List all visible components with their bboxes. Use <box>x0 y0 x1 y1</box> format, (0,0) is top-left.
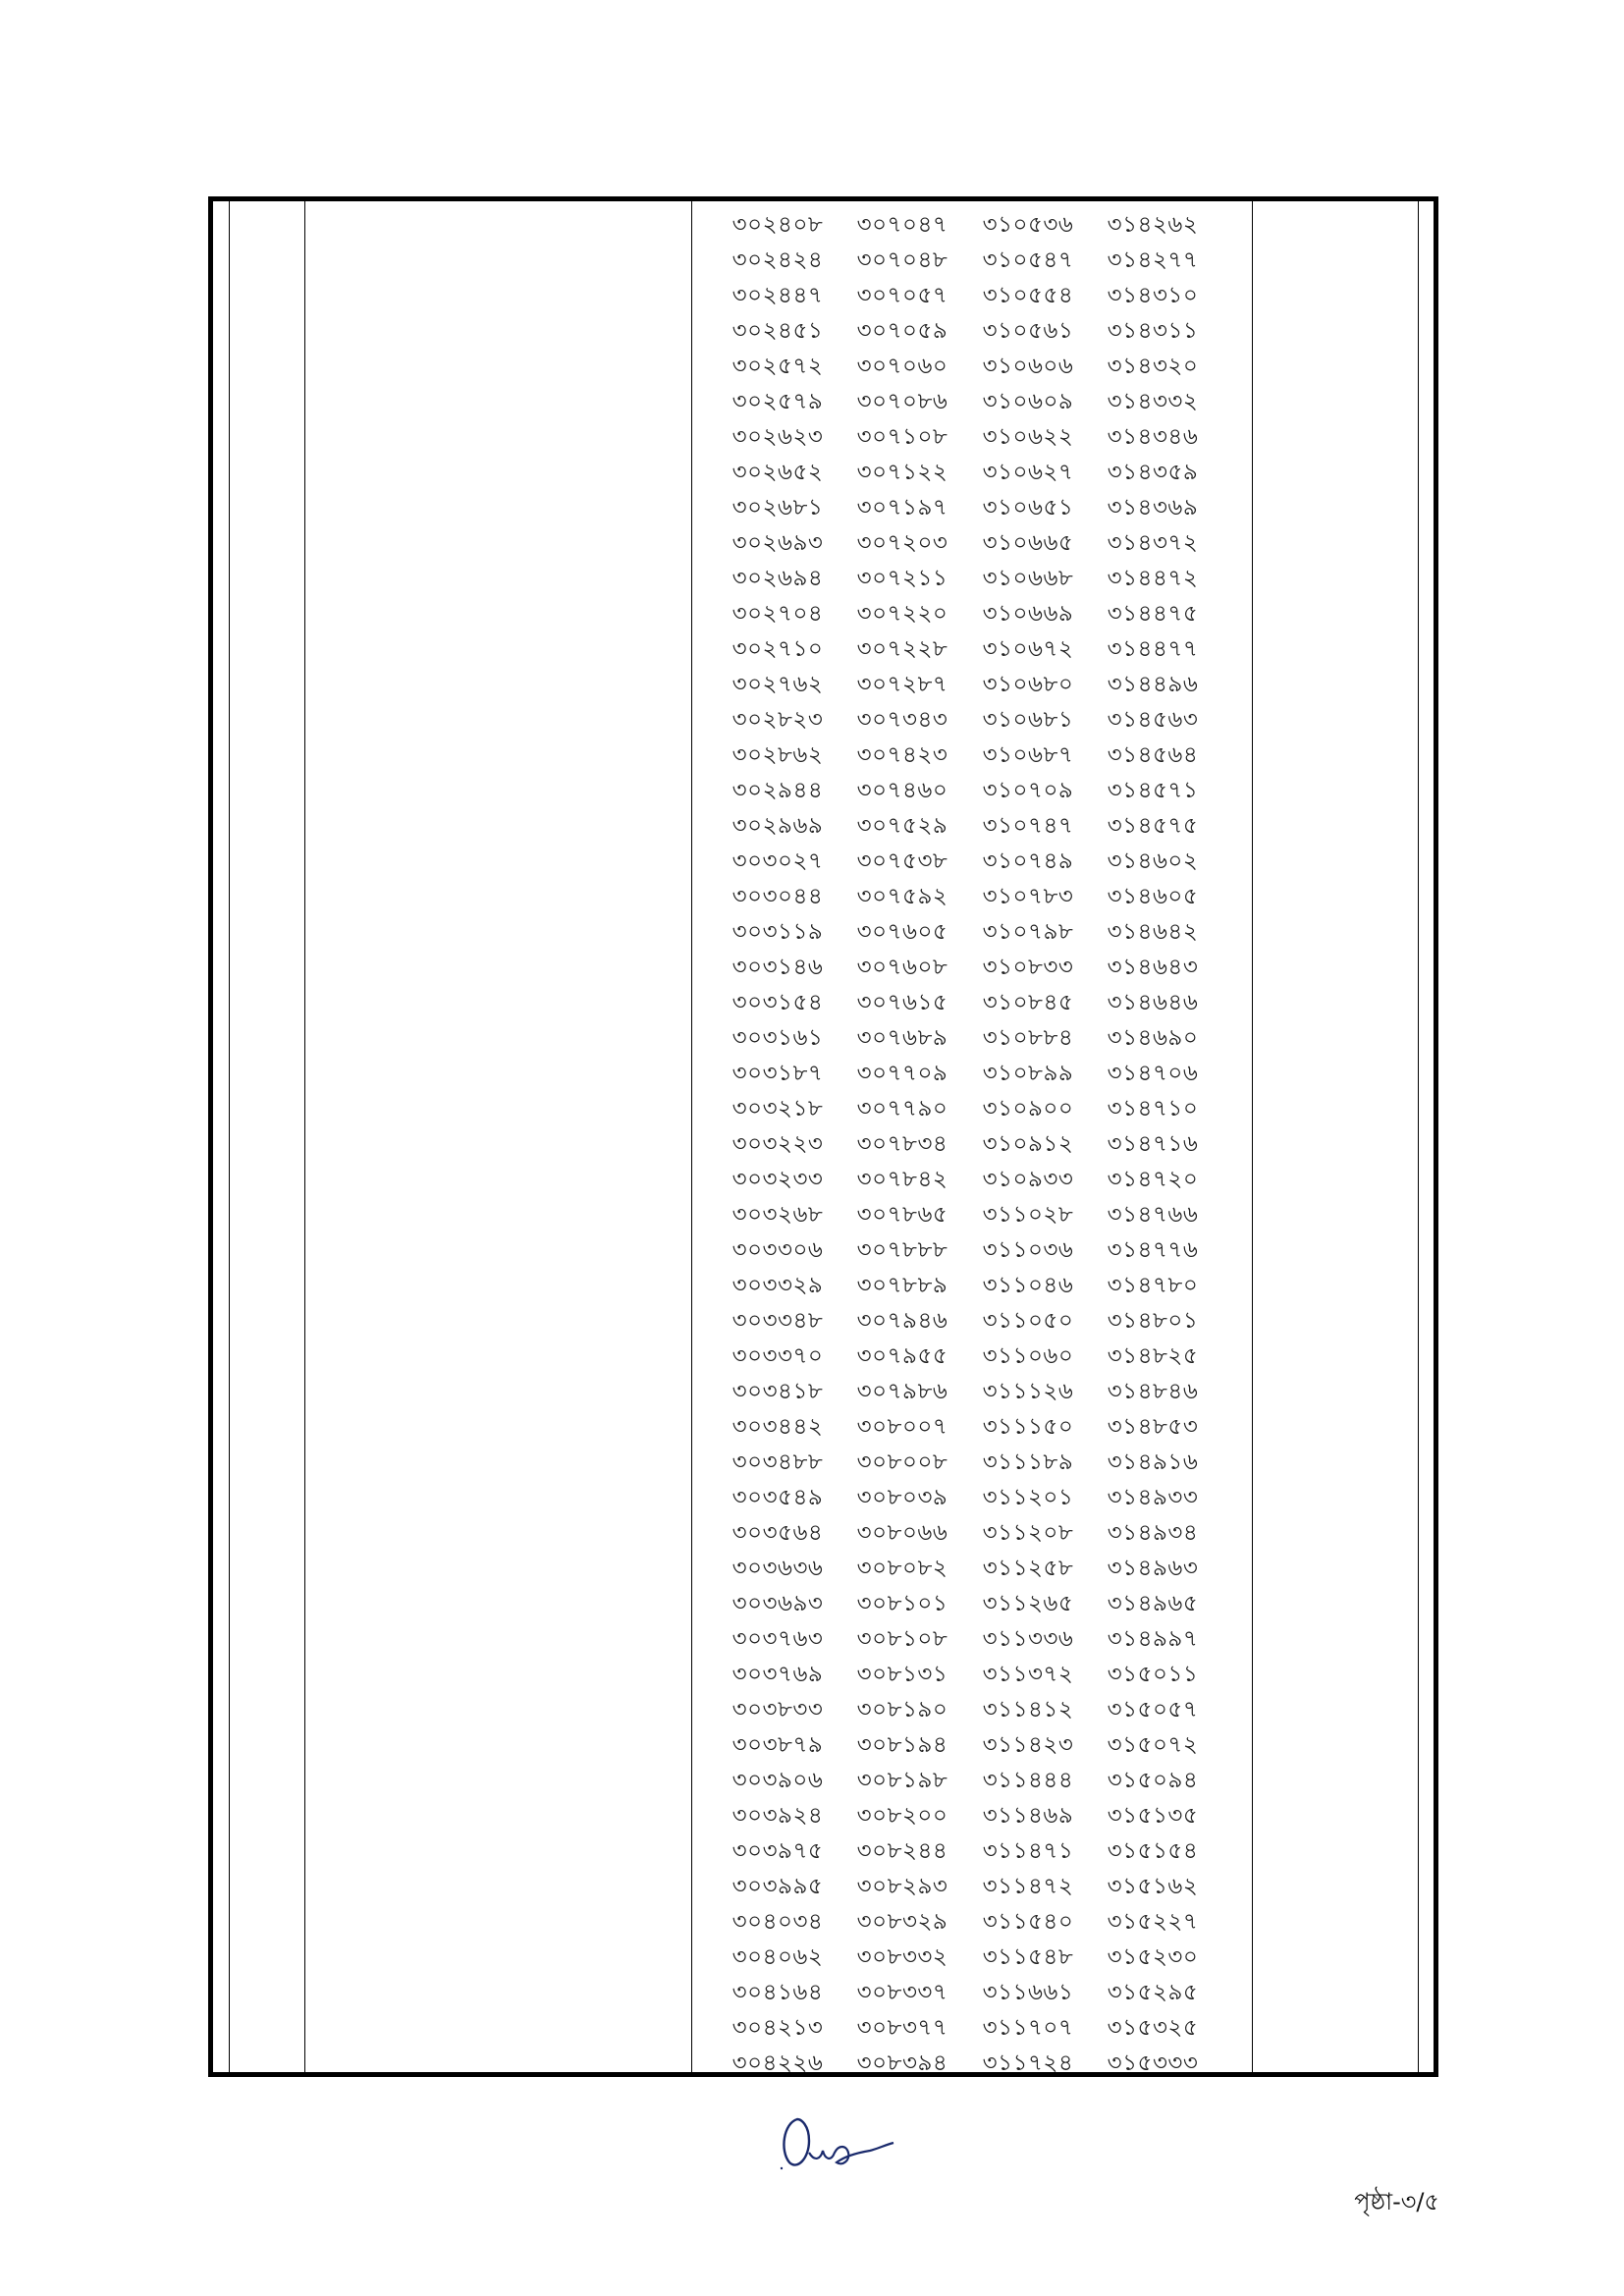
roll-number-cell: ৩০২৮২৩ <box>731 707 824 733</box>
table-row <box>213 2010 1434 2046</box>
roll-number-cell: ৩১৪৬০২ <box>1107 848 1199 874</box>
roll-number-cell: ৩০৩৯৭৫ <box>731 1838 824 1864</box>
roll-number-cell: ৩০৩৪১৮ <box>731 1379 824 1404</box>
roll-number-cell: ৩০৩৩০৬ <box>731 1237 824 1263</box>
roll-number-cell: ৩০৪২২৬ <box>731 2050 824 2076</box>
roll-number-cell: ৩১৪৪৭৫ <box>1107 601 1199 627</box>
roll-number-cell: ৩১৫০১১ <box>1107 1662 1199 1687</box>
roll-number-cell: ৩১৪৮২৫ <box>1107 1343 1199 1369</box>
roll-number-cell: ৩১৫১৫৪ <box>1107 1838 1199 1864</box>
roll-number-cell: ৩০৩৯০৬ <box>731 1768 824 1793</box>
roll-number-cell: ৩১১৫৪৮ <box>982 1944 1074 1970</box>
roll-number-cell: ৩১১০৬০ <box>982 1343 1074 1369</box>
roll-number-cell: ৩১৪৯৯৭ <box>1107 1626 1199 1652</box>
roll-number-cell: ৩০৩৭৬৯ <box>731 1662 824 1687</box>
roll-number-cell: ৩১৪৮৫৩ <box>1107 1414 1199 1440</box>
roll-number-cell: ৩১০৬২২ <box>982 424 1074 450</box>
roll-number-cell: ৩০২৪৪৭ <box>731 283 824 308</box>
table-row <box>213 1869 1434 1904</box>
roll-number-cell: ৩০৮০৩৯ <box>856 1485 948 1510</box>
roll-number-cell: ৩১০৬৬৫ <box>982 530 1074 556</box>
roll-number-cell: ৩১০৬৭২ <box>982 636 1074 662</box>
roll-number-cell: ৩১০৬৬৮ <box>982 566 1074 591</box>
roll-number-cell: ৩০৭৭৯০ <box>856 1096 948 1121</box>
table-row <box>213 1798 1434 1833</box>
roll-number-cell: ৩০৩৫৬৪ <box>731 1520 824 1546</box>
roll-number-cell: ৩০৭৫৯২ <box>856 884 948 909</box>
roll-number-cell: ৩০৩৬৯৩ <box>731 1591 824 1616</box>
roll-number-cell: ৩০৩২১৮ <box>731 1096 824 1121</box>
roll-number-cell: ৩০৭৯৮৬ <box>856 1379 948 1404</box>
roll-number-cell: ৩১১৪৬৯ <box>982 1803 1074 1829</box>
table-row <box>213 1268 1434 1303</box>
roll-number-cell: ৩১১২৬৫ <box>982 1591 1074 1616</box>
roll-number-cell: ৩০৭৩৪৩ <box>856 707 948 733</box>
roll-number-cell: ৩১০৬৮৭ <box>982 742 1074 768</box>
roll-number-cell: ৩১৪৬০৫ <box>1107 884 1199 909</box>
table-row <box>213 1020 1434 1056</box>
table-row <box>213 1445 1434 1480</box>
roll-number-cell: ৩১৫১৬২ <box>1107 1874 1199 1899</box>
roll-number-cell: ৩০২৬২৩ <box>731 424 824 450</box>
roll-number-cell: ৩০৮৩২৯ <box>856 1909 948 1935</box>
roll-number-cell: ৩০৮২০০ <box>856 1803 948 1829</box>
table-row <box>213 985 1434 1020</box>
roll-number-cell: ৩০৮৩৩৭ <box>856 1980 948 2005</box>
roll-number-cell: ৩০৭০৪৮ <box>856 247 948 273</box>
roll-number-cell: ৩০২৮৬২ <box>731 742 824 768</box>
roll-number-cell: ৩১১৪৭১ <box>982 1838 1074 1864</box>
roll-number-cell: ৩১১৭২৪ <box>982 2050 1074 2076</box>
table-row <box>213 455 1434 490</box>
roll-number-cell: ৩১৪৬৪২ <box>1107 919 1199 945</box>
roll-number-cell: ৩১০৯৩৩ <box>982 1167 1074 1192</box>
roll-number-cell: ৩১০৬৫১ <box>982 495 1074 520</box>
roll-number-cell: ৩০৭৪৬০ <box>856 778 948 803</box>
table-row <box>213 419 1434 455</box>
roll-number-cell: ৩১৪৪৯৬ <box>1107 672 1199 697</box>
roll-number-cell: ৩১১৭০৭ <box>982 2015 1074 2041</box>
roll-number-cell: ৩১৪৭১৬ <box>1107 1131 1199 1157</box>
roll-number-table <box>208 196 1438 2077</box>
roll-number-cell: ৩১১৪২৩ <box>982 1732 1074 1758</box>
roll-number-cell: ৩০৩৮৩৩ <box>731 1697 824 1722</box>
table-row <box>213 1727 1434 1763</box>
roll-number-cell: ৩১০৭৯৮ <box>982 919 1074 945</box>
table-row <box>213 702 1434 738</box>
roll-number-cell: ৩০৭২০৩ <box>856 530 948 556</box>
roll-number-cell: ৩১৪৩১১ <box>1107 318 1199 344</box>
roll-number-cell: ৩০৩১৪৬ <box>731 955 824 980</box>
roll-number-cell: ৩০৩৯২৪ <box>731 1803 824 1829</box>
table-row <box>213 561 1434 596</box>
roll-number-cell: ৩১৪৩১০ <box>1107 283 1199 308</box>
roll-number-cell: ৩০৮১৯০ <box>856 1697 948 1722</box>
roll-number-cell: ৩১১২৫৮ <box>982 1556 1074 1581</box>
roll-number-cell: ৩১৪৩২০ <box>1107 354 1199 379</box>
roll-number-cell: ৩০৭৬১৫ <box>856 990 948 1015</box>
roll-number-cell: ৩০৩৩২৯ <box>731 1273 824 1298</box>
roll-number-cell: ৩১৪৫৬৩ <box>1107 707 1199 733</box>
table-row <box>213 207 1434 243</box>
roll-number-cell: ৩১১৩৩৬ <box>982 1626 1074 1652</box>
roll-number-cell: ৩০৭১২২ <box>856 460 948 485</box>
roll-number-cell: ৩০৭০৮৬ <box>856 389 948 414</box>
roll-number-cell: ৩০৮৩৯৪ <box>856 2050 948 2076</box>
roll-number-cell: ৩০৮০৮২ <box>856 1556 948 1581</box>
roll-number-cell: ৩০৩২৬৮ <box>731 1202 824 1228</box>
roll-number-cell: ৩১৪২৭৭ <box>1107 247 1199 273</box>
table-row <box>213 1339 1434 1374</box>
roll-number-cell: ৩০৮৩৩২ <box>856 1944 948 1970</box>
table-row <box>213 1551 1434 1586</box>
roll-number-cell: ৩১১০৫০ <box>982 1308 1074 1334</box>
roll-number-cell: ৩০৩৯৯৫ <box>731 1874 824 1899</box>
table-row <box>213 667 1434 702</box>
roll-number-cell: ৩০২৭৬২ <box>731 672 824 697</box>
roll-number-cell: ৩১০৬০৬ <box>982 354 1074 379</box>
roll-number-cell: ৩১০৮৮৪ <box>982 1025 1074 1051</box>
roll-number-cell: ৩০৭৮৮৮ <box>856 1237 948 1263</box>
roll-number-cell: ৩০৪০৩৪ <box>731 1909 824 1935</box>
roll-number-cell: ৩০৮১৯৪ <box>856 1732 948 1758</box>
roll-number-cell: ৩১১৩৭২ <box>982 1662 1074 1687</box>
roll-number-cell: ৩১০৭৪৭ <box>982 813 1074 839</box>
roll-number-cell: ৩১৪৫৭১ <box>1107 778 1199 803</box>
table-row <box>213 1126 1434 1162</box>
roll-number-cell: ৩০২৬৯৩ <box>731 530 824 556</box>
table-row <box>213 1692 1434 1727</box>
table-row <box>213 1975 1434 2010</box>
roll-number-cell: ৩০৩১৮৭ <box>731 1061 824 1086</box>
table-row <box>213 384 1434 419</box>
table-row <box>213 1621 1434 1657</box>
table-row <box>213 1763 1434 1798</box>
roll-number-cell: ৩১৪৭৭৬ <box>1107 1237 1199 1263</box>
roll-number-cell: ৩১৪৬৪৬ <box>1107 990 1199 1015</box>
roll-number-cell: ৩০৭০৫৯ <box>856 318 948 344</box>
roll-number-cell: ৩০৭৬০৮ <box>856 955 948 980</box>
roll-number-cell: ৩১৪৩৬৯ <box>1107 495 1199 520</box>
roll-number-cell: ৩১৪৯৩৪ <box>1107 1520 1199 1546</box>
roll-number-cell: ৩০২৫৭৯ <box>731 389 824 414</box>
roll-number-cell: ৩১১৬৬১ <box>982 1980 1074 2005</box>
table-row <box>213 1480 1434 1515</box>
roll-number-cell: ৩০৭৫৩৮ <box>856 848 948 874</box>
roll-number-cell: ৩১০৯১২ <box>982 1131 1074 1157</box>
roll-number-cell: ৩১৫০৫৭ <box>1107 1697 1199 1722</box>
page-number: পৃষ্ঠা-৩/৫ <box>1354 2188 1439 2215</box>
table-row <box>213 1833 1434 1869</box>
roll-number-cell: ৩১১৪৭২ <box>982 1874 1074 1899</box>
roll-number-cell: ৩০৭৮৩৪ <box>856 1131 948 1157</box>
roll-number-cell: ৩০২৪২৪ <box>731 247 824 273</box>
table-row <box>213 1091 1434 1126</box>
roll-number-cell: ৩১৪৫৭৫ <box>1107 813 1199 839</box>
roll-number-cell: ৩১০৭০৯ <box>982 778 1074 803</box>
roll-number-cell: ৩০৭৮৬৫ <box>856 1202 948 1228</box>
roll-number-cell: ৩১৪৭১০ <box>1107 1096 1199 1121</box>
roll-number-cell: ৩০২৬৮১ <box>731 495 824 520</box>
table-row <box>213 1232 1434 1268</box>
roll-number-cell: ৩১৪৩৫৯ <box>1107 460 1199 485</box>
table-row <box>213 1056 1434 1091</box>
roll-number-cell: ৩০৭৯৫৫ <box>856 1343 948 1369</box>
signature-image <box>776 2111 903 2180</box>
table-row <box>213 1657 1434 1692</box>
table-row <box>213 844 1434 879</box>
roll-number-cell: ৩০২৬৫২ <box>731 460 824 485</box>
roll-number-cell: ৩০৮১০৮ <box>856 1626 948 1652</box>
table-row <box>213 773 1434 808</box>
roll-number-cell: ৩১১৫৪০ <box>982 1909 1074 1935</box>
roll-number-cell: ৩১০৬৬৯ <box>982 601 1074 627</box>
roll-number-cell: ৩১০৫৪৭ <box>982 247 1074 273</box>
roll-number-cell: ৩০৮০০৭ <box>856 1414 948 1440</box>
table-row <box>213 1904 1434 1940</box>
roll-number-cell: ৩০৭৮৮৯ <box>856 1273 948 1298</box>
roll-number-cell: ৩০৮০০৮ <box>856 1449 948 1475</box>
roll-number-cell: ৩১১০৩৬ <box>982 1237 1074 1263</box>
roll-number-cell: ৩০৭৭০৯ <box>856 1061 948 1086</box>
roll-number-cell: ৩১০৬৮০ <box>982 672 1074 697</box>
roll-number-cell: ৩০২৪০৮ <box>731 212 824 238</box>
roll-number-cell: ৩০৩১১৯ <box>731 919 824 945</box>
roll-number-cell: ৩০৮১৯৮ <box>856 1768 948 1793</box>
roll-number-cell: ৩১০৫৩৬ <box>982 212 1074 238</box>
roll-number-cell: ৩০৮২৪৪ <box>856 1838 948 1864</box>
roll-number-cell: ৩০৪০৬২ <box>731 1944 824 1970</box>
roll-number-cell: ৩০৮১০১ <box>856 1591 948 1616</box>
roll-number-cell: ৩১১০২৮ <box>982 1202 1074 1228</box>
table-row <box>213 1162 1434 1197</box>
roll-number-cell: ৩০৮০৬৬ <box>856 1520 948 1546</box>
table-row <box>213 2046 1434 2081</box>
roll-number-cell: ৩১৪৩৭২ <box>1107 530 1199 556</box>
roll-number-cell: ৩০৩৬৩৬ <box>731 1556 824 1581</box>
roll-number-cell: ৩১৪৯১৬ <box>1107 1449 1199 1475</box>
roll-number-cell: ৩১০৫৬১ <box>982 318 1074 344</box>
roll-number-cell: ৩০৩৫৪৯ <box>731 1485 824 1510</box>
roll-number-cell: ৩১০৮৪৫ <box>982 990 1074 1015</box>
roll-number-cell: ৩০৮২৯৩ <box>856 1874 948 1899</box>
roll-number-cell: ৩১৪৯৬৫ <box>1107 1591 1199 1616</box>
table-row <box>213 278 1434 313</box>
roll-number-cell: ৩১৫০৯৪ <box>1107 1768 1199 1793</box>
roll-number-cell: ৩০৭৬০৫ <box>856 919 948 945</box>
roll-number-cell: ৩১৪৭০৬ <box>1107 1061 1199 1086</box>
roll-number-cell: ৩০৭২২০ <box>856 601 948 627</box>
table-row <box>213 950 1434 985</box>
roll-number-cell: ৩০৭৯৪৬ <box>856 1308 948 1334</box>
roll-number-cell: ৩০৪২১৩ <box>731 2015 824 2041</box>
roll-number-cell: ৩০৩৩৭০ <box>731 1343 824 1369</box>
roll-number-cell: ৩০২৯৬৯ <box>731 813 824 839</box>
roll-number-cell: ৩১৫৩২৫ <box>1107 2015 1199 2041</box>
roll-number-cell: ৩১৪৮৪৬ <box>1107 1379 1199 1404</box>
table-row <box>213 1940 1434 1975</box>
roll-number-cell: ৩০২৭০৪ <box>731 601 824 627</box>
table-row <box>213 490 1434 525</box>
table-row <box>213 243 1434 278</box>
table-row <box>213 738 1434 773</box>
roll-number-cell: ৩০৭২২৮ <box>856 636 948 662</box>
roll-number-cell: ৩০৩৭৬৩ <box>731 1626 824 1652</box>
table-row <box>213 596 1434 631</box>
roll-number-cell: ৩০২৭১০ <box>731 636 824 662</box>
roll-number-cell: ৩০৩২৩৩ <box>731 1167 824 1192</box>
roll-number-cell: ৩০৭২৮৭ <box>856 672 948 697</box>
table-row <box>213 1409 1434 1445</box>
roll-number-cell: ৩১৫১৩৫ <box>1107 1803 1199 1829</box>
table-row <box>213 808 1434 844</box>
roll-number-cell: ৩০৭৬৮৯ <box>856 1025 948 1051</box>
roll-number-cell: ৩০৭৮৪২ <box>856 1167 948 1192</box>
roll-number-cell: ৩০৩৮৭৯ <box>731 1732 824 1758</box>
roll-number-cell: ৩১১০৪৬ <box>982 1273 1074 1298</box>
roll-number-cell: ৩০৮৩৭৭ <box>856 2015 948 2041</box>
roll-number-cell: ৩০২৪৫১ <box>731 318 824 344</box>
roll-number-cell: ৩০৭৪২৩ <box>856 742 948 768</box>
roll-number-cell: ৩১১১৫০ <box>982 1414 1074 1440</box>
roll-number-cell: ৩১৪৯৬৩ <box>1107 1556 1199 1581</box>
roll-number-cell: ৩০২৫৭২ <box>731 354 824 379</box>
roll-number-cell: ৩১০৮৩৩ <box>982 955 1074 980</box>
roll-number-cell: ৩১১১৮৯ <box>982 1449 1074 1475</box>
roll-number-cell: ৩০৩৪৮৮ <box>731 1449 824 1475</box>
table-row <box>213 1303 1434 1339</box>
roll-number-cell: ৩১৪৪৭২ <box>1107 566 1199 591</box>
roll-number-cell: ৩১৫২৯৫ <box>1107 1980 1199 2005</box>
roll-number-cell: ৩০৩০২৭ <box>731 848 824 874</box>
roll-number-cell: ৩১০৭৮৩ <box>982 884 1074 909</box>
roll-number-cell: ৩০৭১৯৭ <box>856 495 948 520</box>
roll-number-cell: ৩১১২০৮ <box>982 1520 1074 1546</box>
roll-number-cell: ৩১৪৩৪৬ <box>1107 424 1199 450</box>
roll-number-cell: ৩১৪৮০১ <box>1107 1308 1199 1334</box>
roll-number-cell: ৩১৫৩৩৩ <box>1107 2050 1199 2076</box>
roll-number-cell: ৩০৪১৬৪ <box>731 1980 824 2005</box>
roll-number-cell: ৩০২৯৪৪ <box>731 778 824 803</box>
roll-number-cell: ৩০৭০৬০ <box>856 354 948 379</box>
roll-number-cell: ৩১৪৬৪৩ <box>1107 955 1199 980</box>
roll-number-cell: ৩১১৪৪৪ <box>982 1768 1074 1793</box>
table-row <box>213 1374 1434 1409</box>
roll-number-cell: ৩০৩১৬১ <box>731 1025 824 1051</box>
table-row <box>213 525 1434 561</box>
roll-number-cell: ৩১০৬০৯ <box>982 389 1074 414</box>
roll-number-cell: ৩১০৯০০ <box>982 1096 1074 1121</box>
table-row <box>213 349 1434 384</box>
roll-number-cell: ৩০৩৪৪২ <box>731 1414 824 1440</box>
roll-number-cell: ৩০৭৫২৯ <box>856 813 948 839</box>
roll-number-cell: ৩০৩৩৪৮ <box>731 1308 824 1334</box>
roll-number-cell: ৩১৪৭৮০ <box>1107 1273 1199 1298</box>
roll-number-cell: ৩১৪৭২০ <box>1107 1167 1199 1192</box>
table-row <box>213 631 1434 667</box>
roll-number-cell: ৩০৭২১১ <box>856 566 948 591</box>
roll-number-cell: ৩১৫২২৭ <box>1107 1909 1199 1935</box>
roll-number-cell: ৩১৪৬৯০ <box>1107 1025 1199 1051</box>
roll-number-cell: ৩১১২০১ <box>982 1485 1074 1510</box>
roll-number-cell: ৩০৭১০৮ <box>856 424 948 450</box>
table-row <box>213 914 1434 950</box>
roll-number-cell: ৩০৩১৫৪ <box>731 990 824 1015</box>
table-row <box>213 313 1434 349</box>
roll-number-cell: ৩১০৮৯৯ <box>982 1061 1074 1086</box>
roll-number-cell: ৩১৪৩৩২ <box>1107 389 1199 414</box>
table-row <box>213 1197 1434 1232</box>
roll-number-cell: ৩০৩০৪৪ <box>731 884 824 909</box>
roll-number-cell: ৩১৫২৩০ <box>1107 1944 1199 1970</box>
roll-number-cell: ৩১১৪১২ <box>982 1697 1074 1722</box>
roll-number-cell: ৩১০৭৪৯ <box>982 848 1074 874</box>
roll-number-cell: ৩০৭০৪৭ <box>856 212 948 238</box>
roll-number-cell: ৩০২৬৯৪ <box>731 566 824 591</box>
roll-number-cell: ৩১৪৪৭৭ <box>1107 636 1199 662</box>
roll-number-cell: ৩১৪৫৬৪ <box>1107 742 1199 768</box>
roll-number-cell: ৩১৪৯৩৩ <box>1107 1485 1199 1510</box>
roll-number-cell: ৩১৪৭৬৬ <box>1107 1202 1199 1228</box>
roll-number-cell: ৩১৫০৭২ <box>1107 1732 1199 1758</box>
roll-number-cell: ৩১০৬৮১ <box>982 707 1074 733</box>
roll-number-cell: ৩১১১২৬ <box>982 1379 1074 1404</box>
table-row <box>213 1586 1434 1621</box>
table-row <box>213 879 1434 914</box>
roll-number-cell: ৩০৭০৫৭ <box>856 283 948 308</box>
roll-number-cell: ৩১৪২৬২ <box>1107 212 1199 238</box>
table-row <box>213 1515 1434 1551</box>
roll-number-cell: ৩১০৬২৭ <box>982 460 1074 485</box>
roll-number-cell: ৩১০৫৫৪ <box>982 283 1074 308</box>
roll-number-cell: ৩০৩২২৩ <box>731 1131 824 1157</box>
roll-number-cell: ৩০৮১৩১ <box>856 1662 948 1687</box>
